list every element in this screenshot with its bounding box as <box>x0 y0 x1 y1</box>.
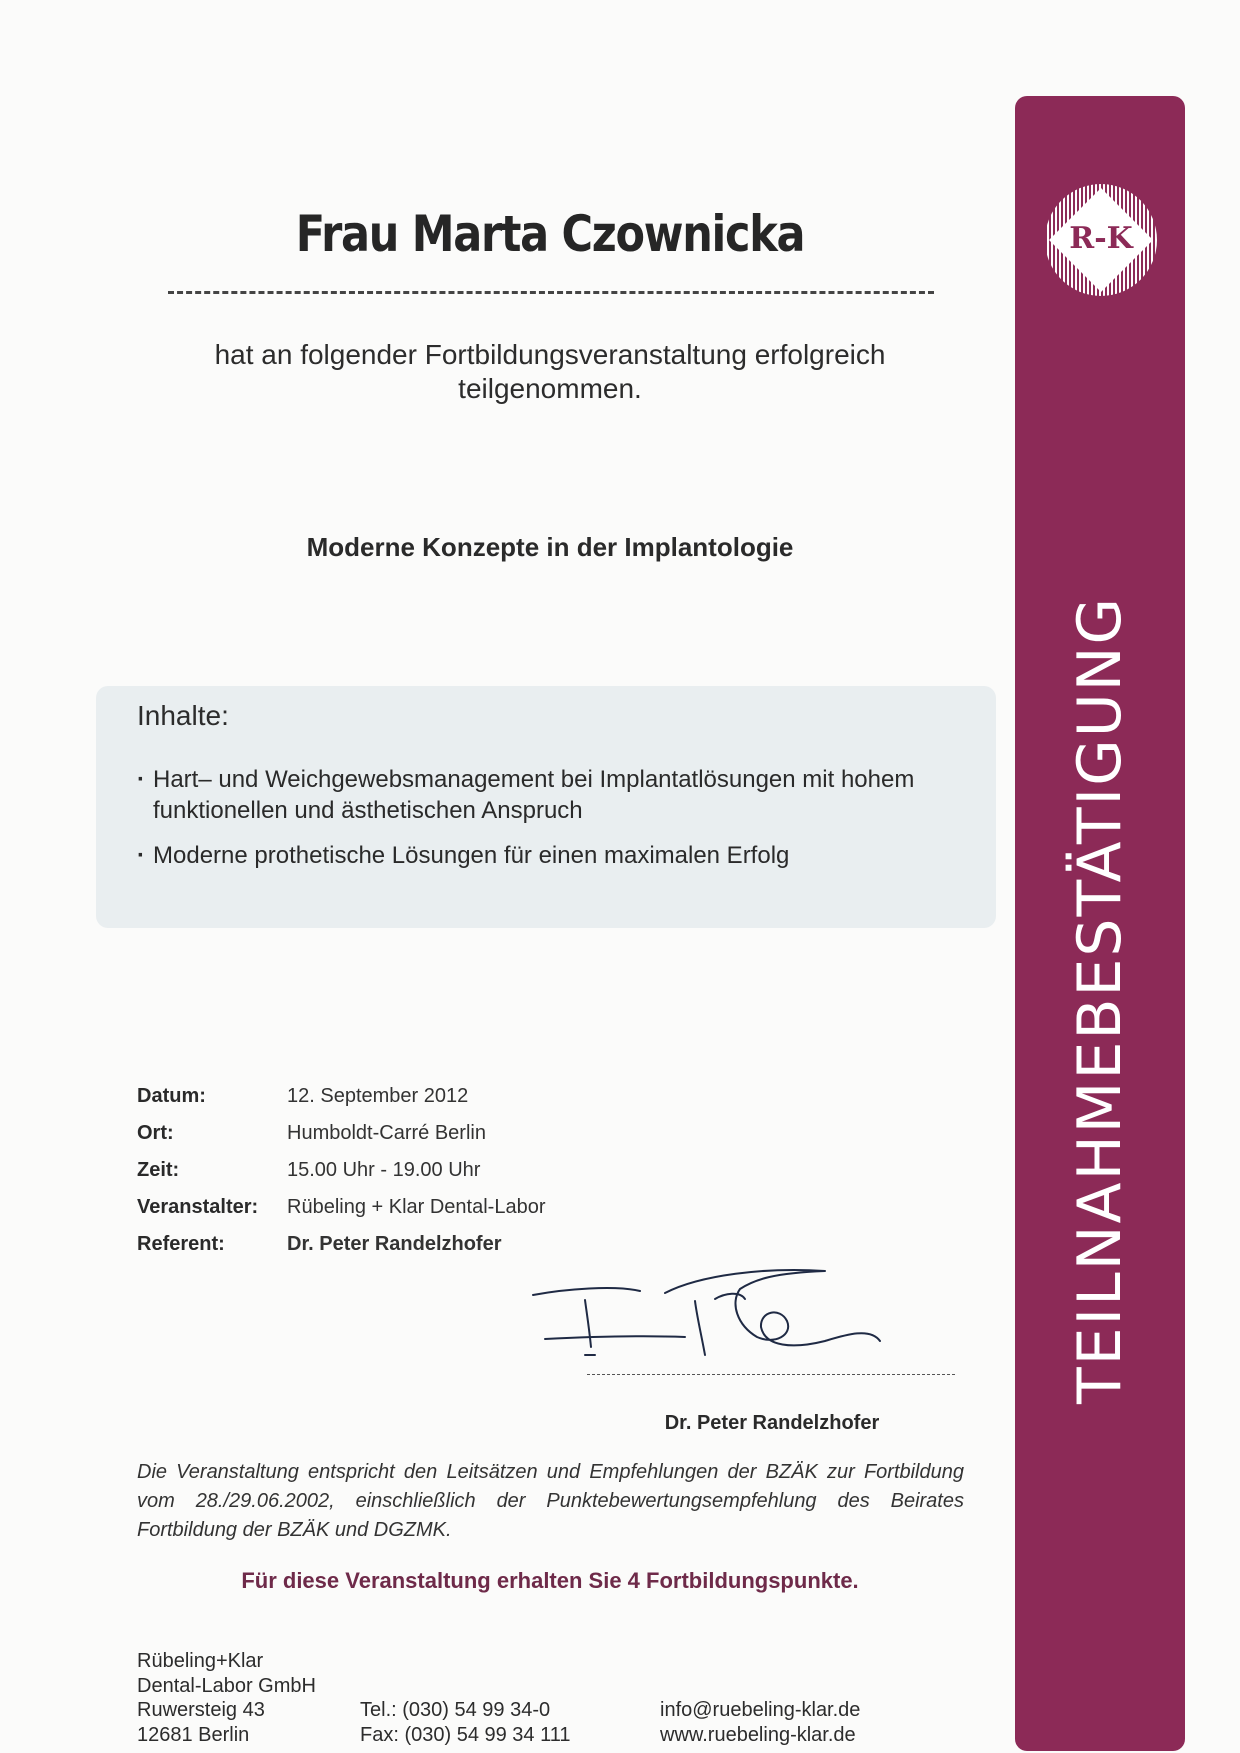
footer-phone <box>360 1698 571 1747</box>
detail-row-organizer <box>137 1196 546 1233</box>
contents-item: · Moderne prothetische Lösungen für einen maximalen Erfolg <box>137 840 977 871</box>
detail-value: Rübeling + Klar Dental-Labor <box>287 1196 546 1218</box>
detail-row-time <box>137 1159 546 1196</box>
handwritten-signature <box>525 1255 995 1375</box>
contents-title: Inhalte: <box>137 700 229 731</box>
detail-label: Veranstalter: <box>137 1196 259 1218</box>
footer-tel: Tel.: (030) 54 99 34-0 <box>360 1699 551 1721</box>
course-title: Moderne Konzepte in der Implantologie <box>306 532 794 562</box>
detail-label: Zeit: <box>137 1159 180 1181</box>
name-underline <box>168 291 934 294</box>
footer-email[interactable]: info@ruebeling-klar.de <box>660 1699 861 1721</box>
footer-address <box>137 1649 316 1747</box>
accreditation-note: Die Veranstaltung entspricht den Leitsätzen und Empfehlungen der BZÄK zur Fortbildung vom 28./29.06.2002, einschließlich der Punktebewertungsempfehlung des Beirates Fortbildung der BZÄK und DGZMK. <box>137 1461 964 1541</box>
footer-company-type: Dental-Labor GmbH <box>137 1674 316 1697</box>
detail-value: Humboldt-Carré Berlin <box>287 1122 486 1144</box>
footer-street: Ruwersteig 43 <box>137 1699 265 1721</box>
certificate-heading: TEILNAHMEBESTÄTIGUNG <box>1065 595 1135 1405</box>
event-details <box>137 1085 546 1270</box>
detail-row-date <box>137 1085 546 1122</box>
detail-value: 12. September 2012 <box>287 1085 469 1107</box>
detail-row-speaker <box>137 1233 546 1270</box>
signature-line <box>587 1374 955 1375</box>
contents-item: · Hart– und Weichgewebsmanagement bei Implantatlösungen mit hohem funktionellen und ästhetischen Anspruch <box>137 764 977 826</box>
detail-label: Referent: <box>137 1233 225 1255</box>
detail-label: Ort: <box>137 1122 174 1144</box>
footer-web <box>660 1698 860 1747</box>
credit-points: Für diese Veranstaltung erhalten Sie 4 Fortbildungspunkte. <box>241 1568 859 1593</box>
footer-website[interactable]: www.ruebeling-klar.de <box>660 1723 856 1746</box>
intro-line-1: hat an folgender Fortbildungsveranstaltung erfolgreich <box>214 339 886 370</box>
contents-list <box>137 764 977 885</box>
signature-name: Dr. Peter Randelzhofer <box>664 1412 880 1434</box>
footer-fax: Fax: (030) 54 99 34 111 <box>360 1723 571 1746</box>
detail-value: 15.00 Uhr - 19.00 Uhr <box>287 1159 481 1181</box>
logo-lettering: R-K <box>1069 221 1133 256</box>
detail-row-location <box>137 1122 546 1159</box>
recipient-name: Frau Marta Czownicka <box>295 205 805 263</box>
footer-company-name: Rübeling+Klar <box>137 1650 264 1672</box>
footer-city: 12681 Berlin <box>137 1723 250 1746</box>
intro-text <box>160 338 940 406</box>
intro-line-2: teilgenommen. <box>458 373 642 404</box>
detail-value: Dr. Peter Randelzhofer <box>287 1233 502 1255</box>
detail-label: Datum: <box>137 1085 206 1107</box>
